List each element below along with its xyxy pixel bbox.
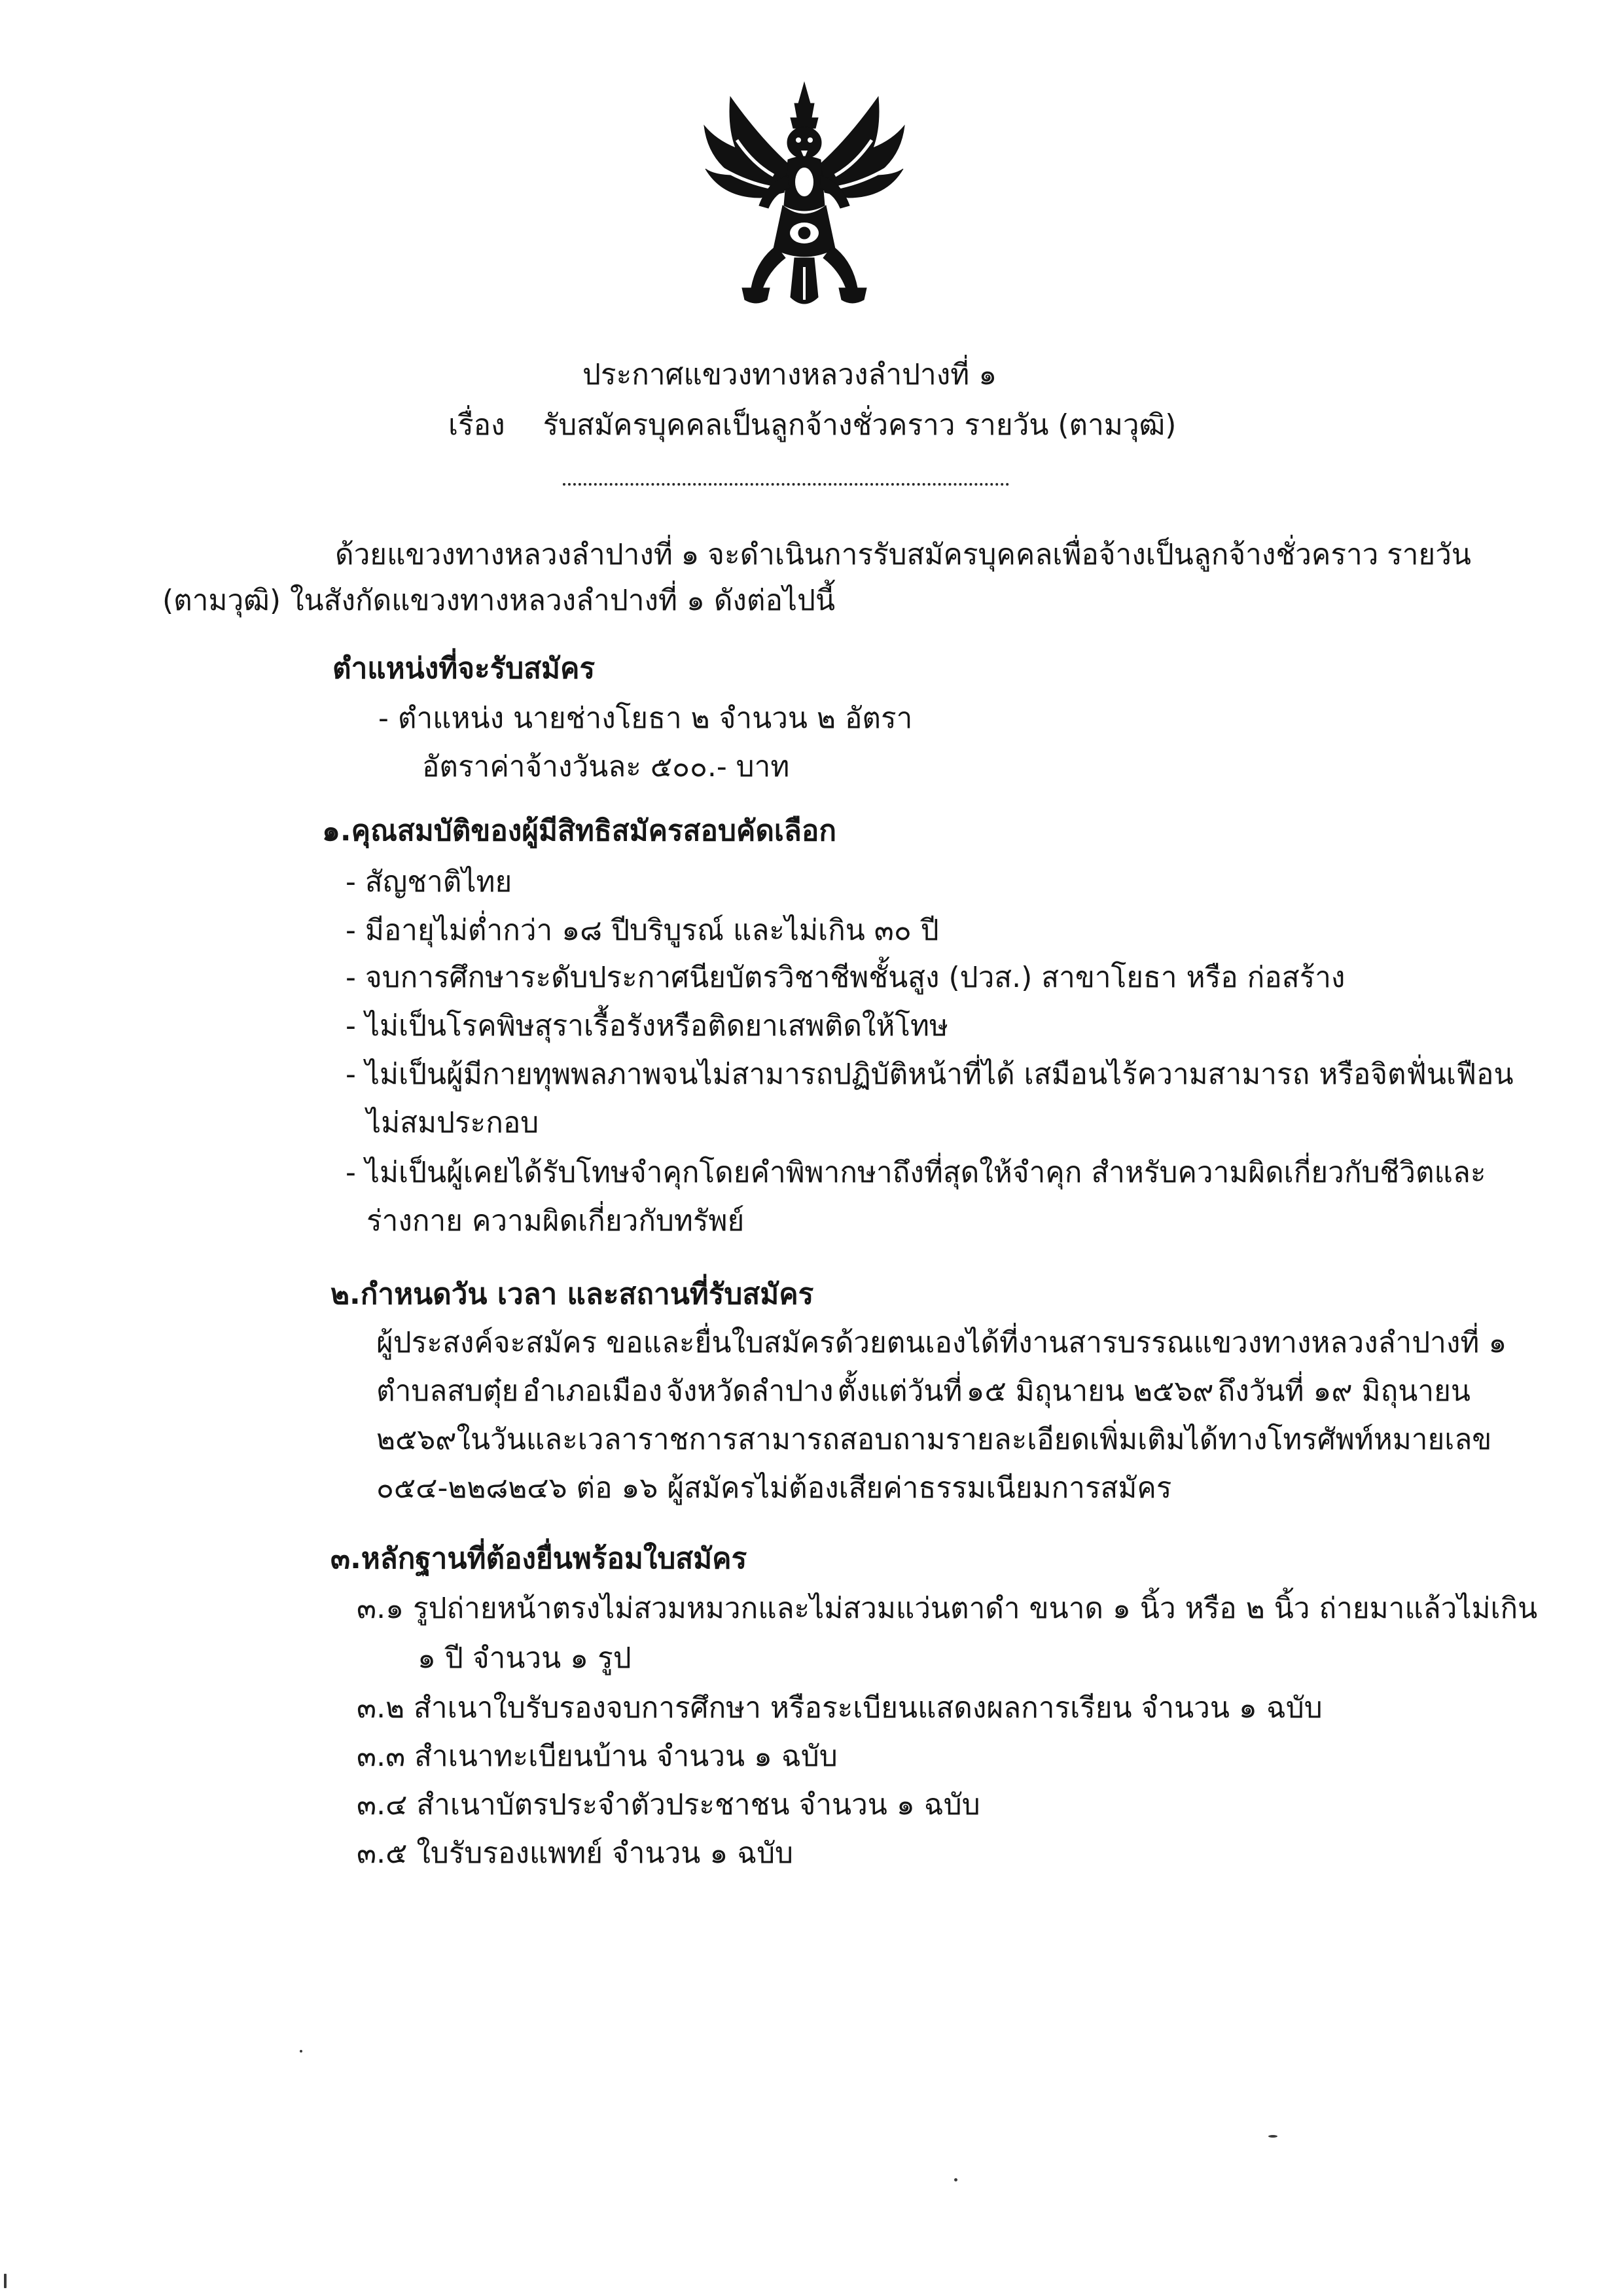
section3-item: ๓.๕ ใบรับรองแพทย์ จำนวน ๑ ฉบับ xyxy=(357,1837,794,1870)
section3-item-continued: ๑ ปี จำนวน ๑ รูป xyxy=(418,1641,632,1675)
section2-part: ๒๕๖๙ xyxy=(376,1423,457,1456)
garuda-emblem-icon xyxy=(696,77,912,319)
section3-item: ๓.๓ สำเนาทะเบียนบ้าน จำนวน ๑ ฉบับ xyxy=(357,1740,838,1773)
title-divider xyxy=(563,483,1009,486)
section2-part: ๑๕ มิถุนายน ๒๕๖๙ xyxy=(966,1374,1214,1408)
scan-speck xyxy=(300,2050,302,2053)
section3-item: ๓.๒ สำเนาใบรับรองจบการศึกษา หรือระเบียนแสดงผลการเรียน จำนวน ๑ ฉบับ xyxy=(357,1691,1323,1725)
section2-part: ผู้ประสงค์จะสมัคร ขอและยื่นใบสมัครด้วยตนเองได้ที่ xyxy=(376,1326,1019,1359)
scan-speck xyxy=(954,2178,957,2181)
section2-part: ในวันและเวลาราชการ xyxy=(456,1423,738,1456)
subject-text: รับสมัครบุคคลเป็นลูกจ้างชั่วคราว รายวัน (ตามวุฒิ) xyxy=(543,408,1177,442)
section2-part: ตั้งแต่วันที่ xyxy=(837,1374,963,1408)
section3-heading: ๓.หลักฐานที่ต้องยื่นพร้อมใบสมัคร xyxy=(330,1542,747,1575)
intro-part: ๑ xyxy=(681,538,700,571)
intro-part: จะดำเนินการรับสมัครบุคคลเพื่อจ้างเป็นลูกจ้างชั่วคราว xyxy=(707,538,1379,571)
subject-line xyxy=(448,406,1176,445)
section2-part: สามารถสอบถามรายละเอียดเพิ่มเติมได้ทางโทรศัพท์หมายเลข xyxy=(738,1423,1492,1456)
intro-line-2: (ตามวุฒิ) ในสังกัดแขวงทางหลวงลำปางที่ ๑ ดังต่อไปนี้ xyxy=(162,584,836,617)
section2-part: แขวงทางหลวงลำปางที่ ๑ xyxy=(1193,1326,1507,1359)
subject-label: เรื่อง xyxy=(448,408,505,442)
scan-speck xyxy=(1268,2135,1277,2138)
section2-part: งานสารบรรณ xyxy=(1018,1326,1194,1359)
position-wage: อัตราค่าจ้างวันละ ๕๐๐.- บาท xyxy=(422,750,790,783)
section1-item-continued: ไม่สมประกอบ xyxy=(366,1106,539,1139)
section3-item: ๓.๑ รูปถ่ายหน้าตรงไม่สวมหมวกและไม่สวมแว่นตาดำ ขนาด ๑ นิ้ว หรือ ๒ นิ้ว ถ่ายมาแล้วไม่เกิน xyxy=(357,1592,1538,1625)
position-line: - ตำแหน่ง นายช่างโยธา ๒ จำนวน ๒ อัตรา xyxy=(378,702,913,735)
section3-item: ๓.๔ สำเนาบัตรประจำตัวประชาชน จำนวน ๑ ฉบับ xyxy=(357,1788,980,1821)
section1-item: - สัญชาติไทย xyxy=(346,865,512,899)
intro-part: ด้วยแขวงทางหลวงลำปางที่ xyxy=(335,538,673,571)
section1-heading: ๑.คุณสมบัติของผู้มีสิทธิสมัครสอบคัดเลือก xyxy=(322,814,836,848)
document-title: ประกาศแขวงทางหลวงลำปางที่ ๑ xyxy=(582,358,997,391)
section1-item: - ไม่เป็นโรคพิษสุราเรื้อรังหรือติดยาเสพติดให้โทษ xyxy=(346,1009,949,1043)
section1-item: - ไม่เป็นผู้เคยได้รับโทษจำคุกโดยคำพิพากษาถึงที่สุดให้จำคุก สำหรับความผิดเกี่ยวกับชีวิตและ xyxy=(346,1156,1486,1189)
intro-line-1 xyxy=(335,535,1471,575)
position-heading: ตำแหน่งที่จะรับสมัคร xyxy=(332,652,596,685)
section2-heading: ๒.กำหนดวัน เวลา และสถานที่รับสมัคร xyxy=(330,1278,814,1311)
section1-item: - มีอายุไม่ต่ำกว่า ๑๘ ปีบริบูรณ์ และไม่เกิน ๓๐ ปี xyxy=(346,914,939,947)
scan-speck xyxy=(4,2274,7,2288)
section2-line-3 xyxy=(376,1420,1492,1460)
section2-line-2 xyxy=(376,1372,1471,1411)
section2-part: จังหวัดลำปาง xyxy=(666,1374,834,1408)
section2-part: อำเภอเมือง xyxy=(522,1374,663,1408)
section2-line-1 xyxy=(376,1323,1507,1363)
section2-part: ถึงวันที่ ๑๙ มิถุนายน xyxy=(1217,1374,1471,1408)
section2-line-4: ๐๕๔-๒๒๘๒๔๖ ต่อ ๑๖ ผู้สมัครไม่ต้องเสียค่าธรรมเนียมการสมัคร xyxy=(376,1471,1172,1505)
section2-part: ตำบลสบตุ๋ย xyxy=(376,1374,519,1408)
intro-part: รายวัน xyxy=(1387,538,1471,571)
section1-item: - ไม่เป็นผู้มีกายทุพพลภาพจนไม่สามารถปฏิบัติหน้าที่ได้ เสมือนไร้ความสามารถ หรือจิตฟั่นเฟือน xyxy=(346,1058,1514,1091)
section1-item-continued: ร่างกาย ความผิดเกี่ยวกับทรัพย์ xyxy=(366,1204,745,1238)
section1-item: - จบการศึกษาระดับประกาศนียบัตรวิชาชีพชั้นสูง (ปวส.) สาขาโยธา หรือ ก่อสร้าง xyxy=(346,961,1346,994)
